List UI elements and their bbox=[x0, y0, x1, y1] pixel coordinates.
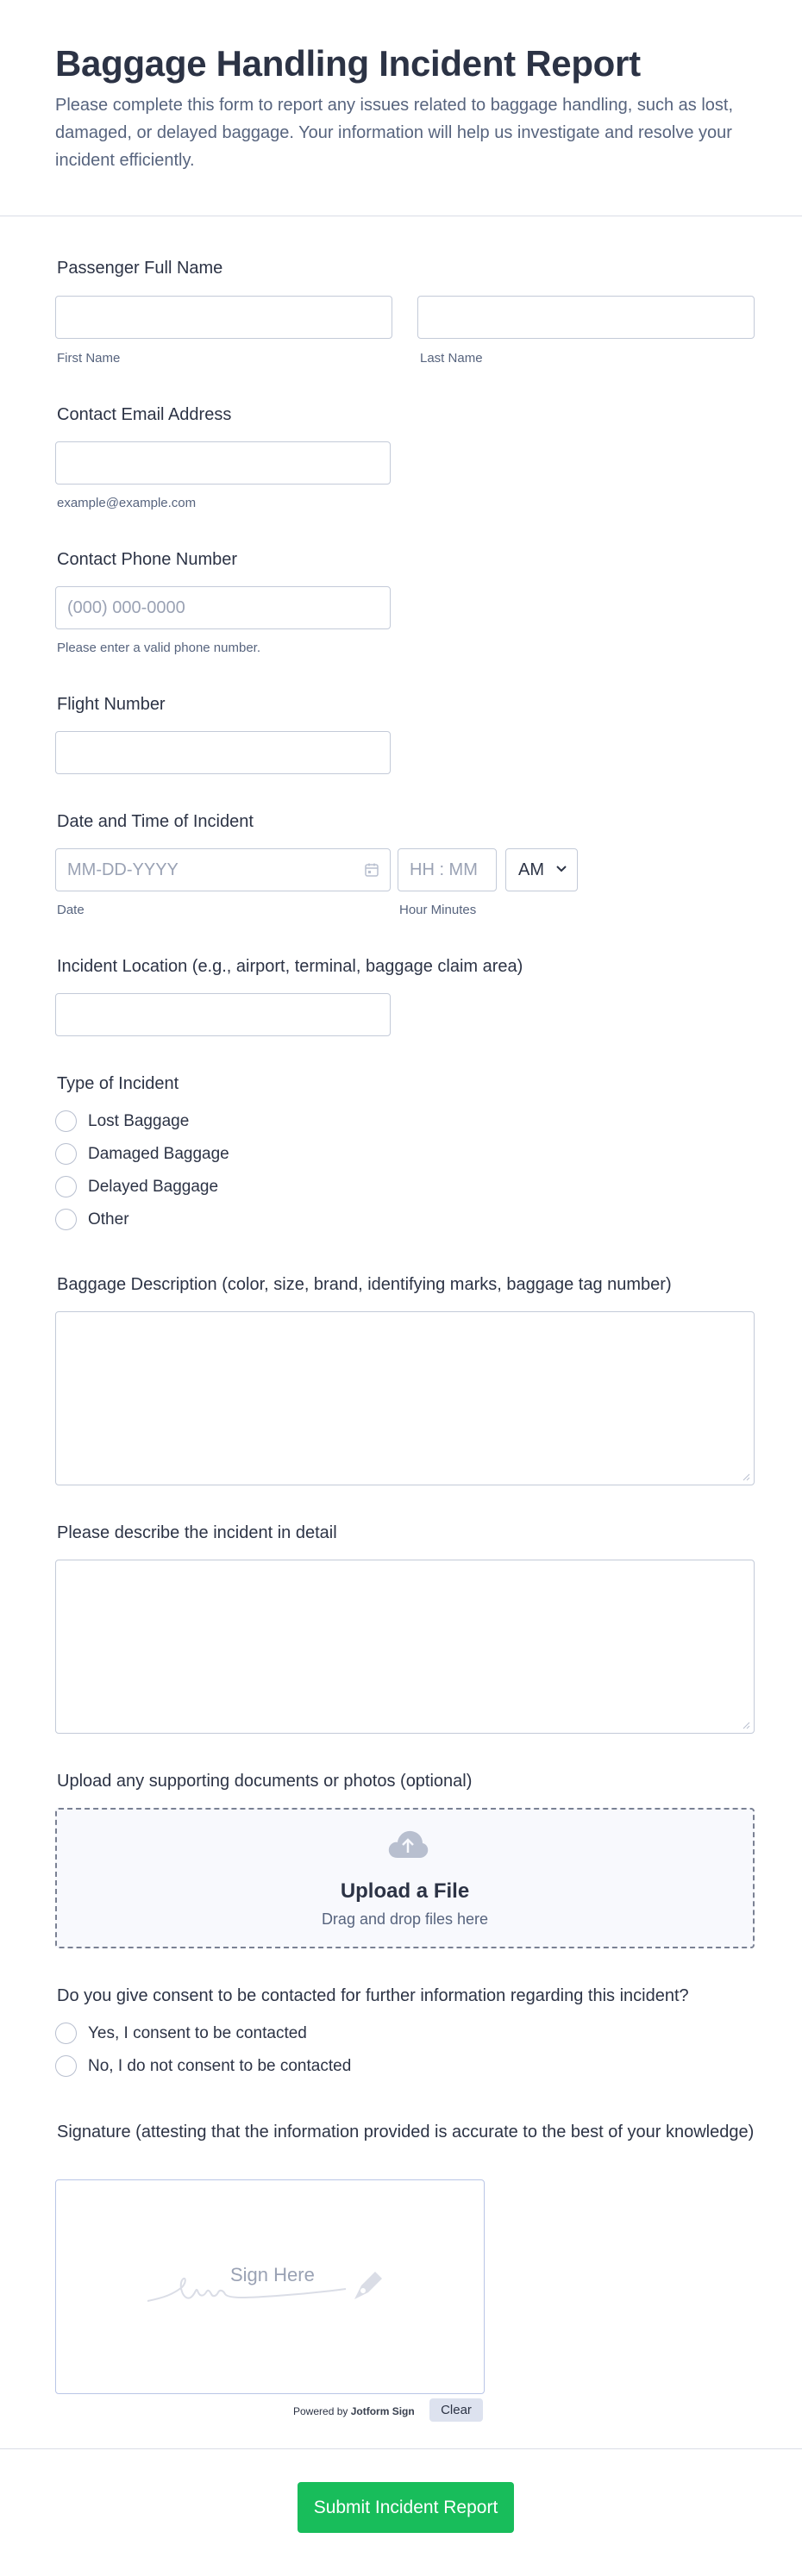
footer-divider bbox=[0, 2448, 802, 2449]
sign-here-placeholder: Sign Here bbox=[230, 2264, 315, 2285]
powered-prefix: Powered by bbox=[293, 2405, 348, 2417]
upload-subtitle: Drag and drop files here bbox=[321, 1910, 489, 1928]
upload-title: Upload a File bbox=[340, 1879, 470, 1903]
radio-button[interactable] bbox=[55, 1143, 77, 1165]
email-input[interactable] bbox=[55, 441, 391, 485]
email-label: Contact Email Address bbox=[57, 405, 232, 424]
radio-button[interactable] bbox=[55, 1209, 77, 1230]
date-placeholder: MM-DD-YYYY bbox=[67, 860, 179, 879]
upload-label: Upload any supporting documents or photos (optional) bbox=[57, 1772, 473, 1791]
datetime-label: Date and Time of Incident bbox=[57, 812, 254, 831]
radio-label: Other bbox=[88, 1210, 129, 1229]
radio-label: Damaged Baggage bbox=[88, 1144, 229, 1163]
file-upload-dropzone[interactable] bbox=[55, 1808, 755, 1948]
ampm-select[interactable] bbox=[505, 848, 578, 891]
calendar-icon[interactable] bbox=[364, 862, 379, 878]
incident-type-label: Type of Incident bbox=[57, 1074, 179, 1093]
radio-label: Delayed Baggage bbox=[88, 1177, 219, 1196]
email-sublabel: example@example.com bbox=[57, 496, 197, 510]
radio-button[interactable] bbox=[55, 2055, 77, 2077]
phone-input[interactable]: (000) 000-0000 bbox=[55, 586, 391, 629]
radio-damaged-baggage[interactable] bbox=[55, 1143, 229, 1165]
radio-lost-baggage[interactable] bbox=[55, 1110, 189, 1132]
radio-label: Lost Baggage bbox=[88, 1111, 190, 1130]
first-name-input[interactable] bbox=[55, 296, 392, 339]
ampm-value: AM bbox=[518, 860, 544, 879]
resize-handle-icon[interactable] bbox=[742, 1472, 750, 1481]
phone-sublabel: Please enter a valid phone number. bbox=[57, 641, 260, 655]
powered-by-text bbox=[293, 2405, 415, 2417]
consent-label: Do you give consent to be contacted for further information regarding this incident? bbox=[57, 1986, 689, 2005]
radio-button[interactable] bbox=[55, 1176, 77, 1197]
flight-number-input[interactable] bbox=[55, 731, 391, 774]
location-input[interactable] bbox=[55, 993, 391, 1036]
radio-consent-yes[interactable] bbox=[55, 2023, 307, 2044]
page-title: Baggage Handling Incident Report bbox=[55, 43, 641, 84]
flight-label: Flight Number bbox=[57, 695, 166, 714]
radio-label: Yes, I consent to be contacted bbox=[88, 2023, 307, 2042]
radio-delayed-baggage[interactable] bbox=[55, 1176, 218, 1197]
resize-handle-icon[interactable] bbox=[742, 1721, 750, 1729]
time-input[interactable]: HH : MM bbox=[398, 848, 497, 891]
form-description: Please complete this form to report any issues related to baggage handling, such as lost, damaged, or delayed baggage. Your information will help us investigate and resolve your incident efficiently. bbox=[55, 96, 734, 170]
full-name-label: Passenger Full Name bbox=[57, 259, 223, 278]
location-label: Incident Location (e.g., airport, terminal, baggage claim area) bbox=[57, 957, 523, 976]
phone-label: Contact Phone Number bbox=[57, 550, 238, 569]
form-header bbox=[0, 0, 802, 216]
radio-other[interactable] bbox=[55, 1209, 129, 1230]
baggage-description-textarea[interactable] bbox=[55, 1311, 755, 1485]
baggage-description-label: Baggage Description (color, size, brand, identifying marks, baggage tag number) bbox=[57, 1275, 672, 1294]
last-name-sublabel: Last Name bbox=[420, 351, 483, 366]
radio-consent-no[interactable] bbox=[55, 2055, 351, 2077]
radio-button[interactable] bbox=[55, 2023, 77, 2044]
radio-label: No, I do not consent to be contacted bbox=[88, 2056, 352, 2075]
last-name-input[interactable] bbox=[417, 296, 755, 339]
first-name-sublabel: First Name bbox=[57, 351, 121, 366]
signature-pad[interactable] bbox=[55, 2179, 485, 2394]
time-sublabel: Hour Minutes bbox=[399, 903, 477, 917]
incident-detail-textarea[interactable] bbox=[55, 1560, 755, 1734]
incident-detail-label: Please describe the incident in detail bbox=[57, 1523, 337, 1542]
submit-button[interactable]: Submit Incident Report bbox=[298, 2482, 514, 2533]
signature-label: Signature (attesting that the information provided is accurate to the best of your knowledge) bbox=[57, 2123, 755, 2141]
chevron-down-icon bbox=[556, 866, 567, 872]
date-sublabel: Date bbox=[57, 903, 85, 917]
date-input[interactable] bbox=[55, 848, 391, 891]
powered-brand: Jotform Sign bbox=[350, 2405, 415, 2417]
cloud-upload-icon bbox=[387, 1829, 429, 1860]
clear-signature-button[interactable]: Clear bbox=[429, 2398, 483, 2422]
radio-button[interactable] bbox=[55, 1110, 77, 1132]
